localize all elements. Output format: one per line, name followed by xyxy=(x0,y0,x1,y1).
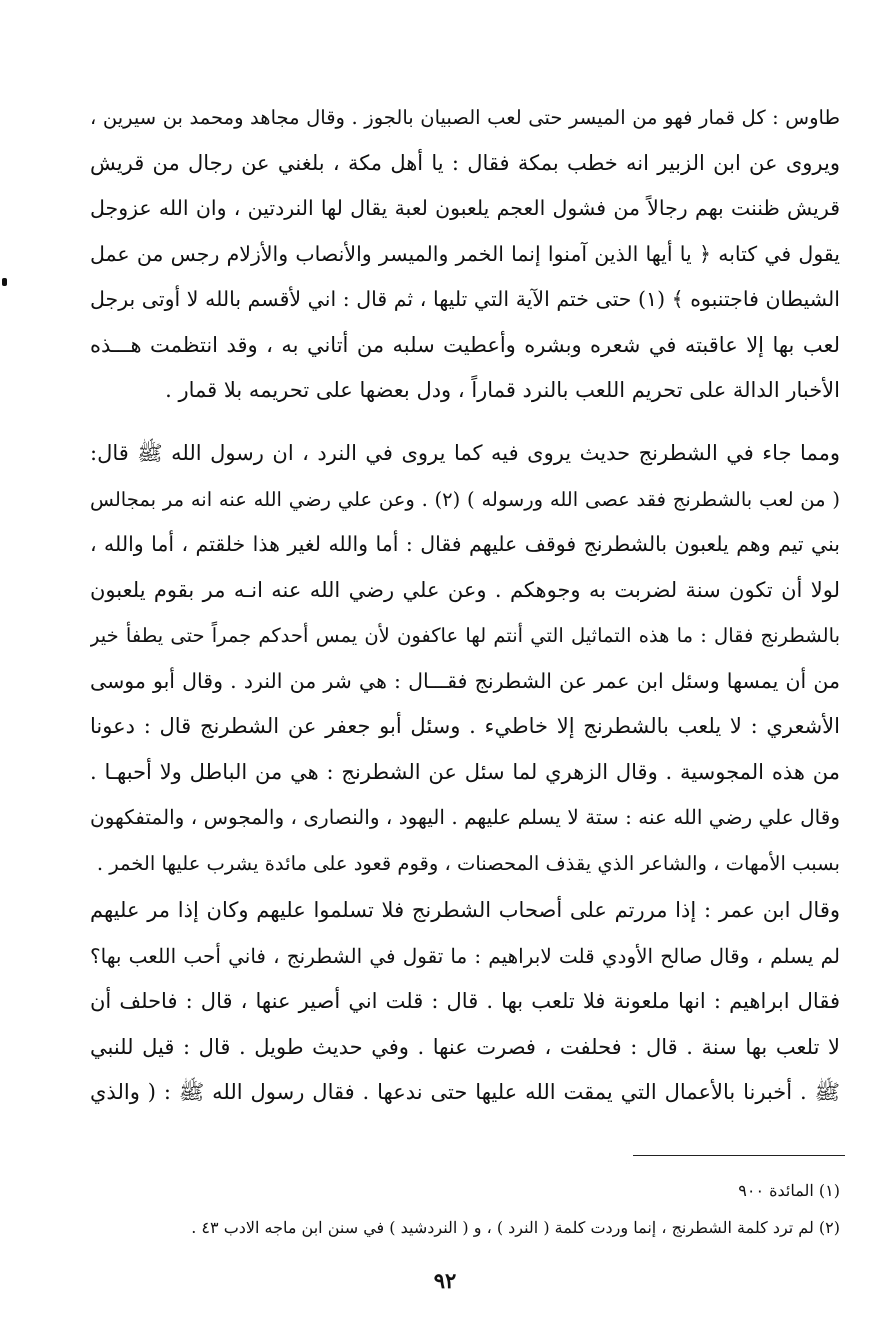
text-line: يقول في كتابه ﴿ يا أيها الذين آمنوا إنما الخمر والميسر والأنصاب والأزلام رجس من عمل xyxy=(90,241,840,266)
text-line: ﷺ . أخبرنا بالأعمال التي يمقت الله عليها حتى ندعها . فقال رسول الله ﷺ : ( والذي xyxy=(90,1080,840,1104)
footnote-2: (٢) لم ترد كلمة الشطرنج ، إنما وردت كلمة ( النرد ) ، و ( النردشيد ) في سنن ابن ماجه الادب ٤٣ . xyxy=(191,1218,840,1237)
text-line: لولا أن تكون سنة لضربت به وجوهكم . وعن علي رضي الله عنه انـه مر بقوم يلعبون xyxy=(90,577,840,602)
scan-edge-mark xyxy=(2,278,7,286)
footnote-divider xyxy=(633,1155,845,1156)
text-line: لا تلعب بها سنة . قال : فحلفت ، فصرت عنها . وفي حديث طويل . قال : قيل للنبي xyxy=(90,1034,840,1059)
text-line: من هذه المجوسية . وقال الزهري لما سئل عن الشطرنج : هي من الباطل ولا أحبهـا . xyxy=(90,759,840,784)
text-line: طاوس : كل قمار فهو من الميسر حتى لعب الصبيان بالجوز . وقال مجاهد ومحمد بن سيرين ، xyxy=(90,106,840,129)
text-line: لعب بها إلا عاقبته في شعره وبشره وأعطيت سلبه من أتاني به ، وقد انتظمت هـــذه xyxy=(90,332,840,357)
text-line: وقال ابن عمر : إذا مررتم على أصحاب الشطرنج فلا تسلموا عليهم وكان إذا مر عليهم xyxy=(90,898,840,922)
footnote-1: (١) المائدة ٩٠٠ xyxy=(738,1181,840,1200)
text-line: من أن يمسها وسئل ابن عمر عن الشطرنج فقـــال : هي شر من النرد . وقال أبو موسى xyxy=(90,668,840,693)
text-line: الشيطان فاجتنبوه ﴾ (١) حتى ختم الآية التي تليها ، ثم قال : اني لأقسم بالله لا أوتى برجل xyxy=(90,287,840,311)
text-line: بني تيم وهم يلعبون بالشطرنج فوقف عليهم فقال : أما والله لغير هذا خلقتم ، أما والله ، xyxy=(90,532,840,556)
text-line: ومما جاء في الشطرنج حديث يروى فيه كما يروى في النرد ، ان رسول الله ﷺ قال: xyxy=(90,441,840,465)
footnotes xyxy=(90,1172,840,1246)
text-line: قريش ظننت بهم رجالاً من فشول العجم يلعبون لعبة يقال لها النردتين ، وان الله عزوجل xyxy=(90,196,840,220)
text-line: وقال علي رضي الله عنه : ستة لا يسلم عليهم . اليهود ، والنصارى ، والمجوس ، والمتفكهون xyxy=(90,805,840,829)
paragraph-2 xyxy=(90,431,840,886)
text-line: لم يسلم ، وقال صالح الأودي قلت لابراهيم : ما تقول في الشطرنج ، فاني أحب اللعب بها؟ xyxy=(90,943,840,968)
text-line: بسبب الأمهات ، والشاعر الذي يقذف المحصنات ، وقوم قعود على مائدة يشرب عليها الخمر . xyxy=(96,851,840,875)
text-line: بالشطرنج فقال : ما هذه التماثيل التي أنتم لها عاكفون لأن يمس أحدكم جمراً حتى يطفأ خير xyxy=(90,624,840,647)
paragraph-1 xyxy=(90,95,840,414)
text-line: الأخبار الدالة على تحريم اللعب بالنرد قماراً ، ودل بعضها على تحريمه بلا قمار . xyxy=(165,378,840,402)
text-line: ويروى عن ابن الزبير انه خطب بمكة فقال : يا أهل مكة ، بلغني عن رجال من قريش xyxy=(90,150,840,175)
paragraph-3 xyxy=(90,888,840,1116)
text-line: ( من لعب بالشطرنج فقد عصى الله ورسوله ) (٢) . وعن علي رضي الله عنه انه مر بمجالس xyxy=(90,487,840,511)
page-number: ٩٢ xyxy=(433,1268,457,1293)
text-line: فقال ابراهيم : انها ملعونة فلا تلعب بها . قال : قلت اني أصير عنها ، قال : فاحلف أن xyxy=(90,989,840,1013)
text-line: الأشعري : لا يلعب بالشطرنج إلا خاطيء . وسئل أبو جعفر عن الشطرنج قال : دعونا xyxy=(90,714,840,738)
